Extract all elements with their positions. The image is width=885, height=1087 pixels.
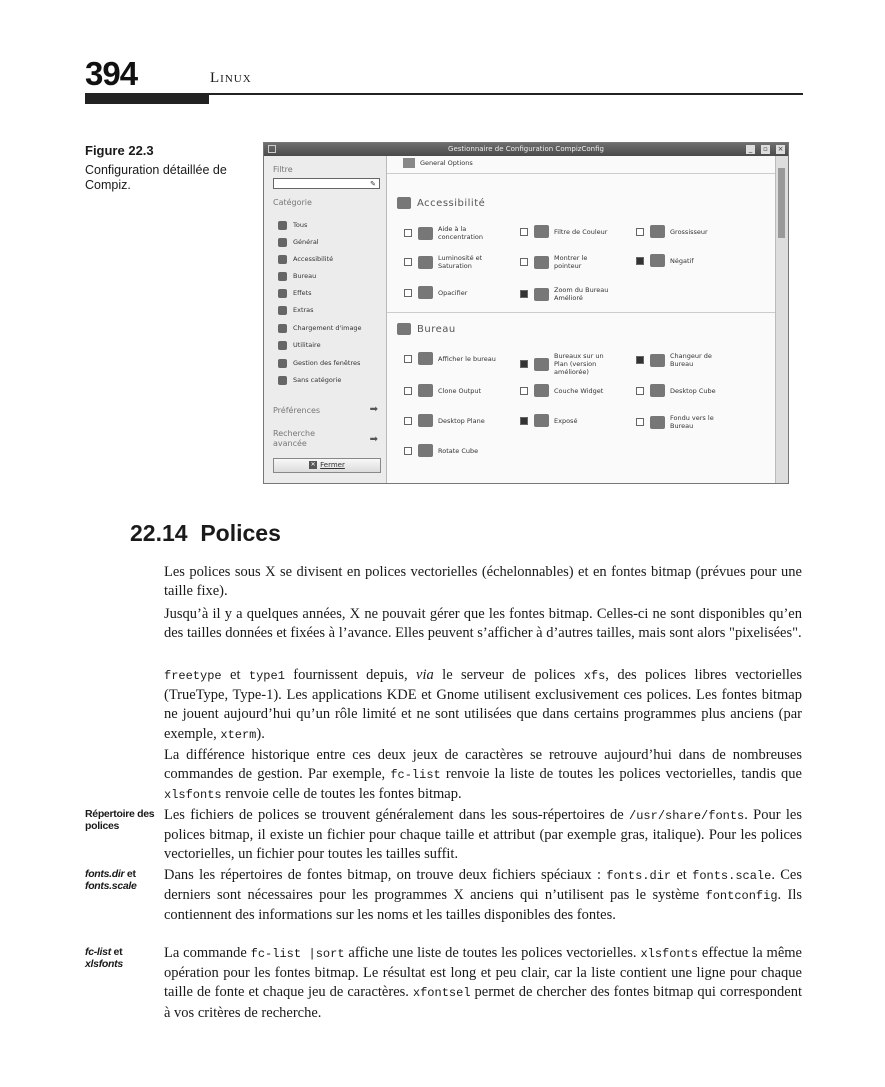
- plugin-desktop-switcher-icon: [650, 354, 665, 367]
- plugin-checkbox: [404, 289, 412, 297]
- category-accessibility-icon: [278, 255, 287, 264]
- close-button: ✕ Fermer: [273, 458, 381, 473]
- maximize-icon: ▫: [761, 145, 770, 154]
- plugin-checkbox: [404, 417, 412, 425]
- category-item: Utilitaire: [278, 339, 321, 351]
- plugin-checkbox: [404, 387, 412, 395]
- plugin-item: Grossisseur: [636, 225, 746, 238]
- category-image-loading-icon: [278, 324, 287, 333]
- plugin-expose-icon: [534, 414, 549, 427]
- desktop-icon: [397, 323, 411, 335]
- plugin-desktop-plane-icon: [418, 414, 433, 427]
- plugin-checkbox: [404, 258, 412, 266]
- general-options-item: General Options: [403, 156, 473, 170]
- margin-note: fc-list et xlsfonts: [85, 946, 123, 970]
- paragraph: Dans les répertoires de fontes bitmap, on trouve deux fichiers spéciaux : fonts.dir et fonts.scale. Ces derniers sont nécessaires pour les programmes X anciens qui n’utilisent pas le système fontconfig. Ils contiennent des informations sur les noms et les tailles disponibles des fontes.: [164, 867, 803, 924]
- margin-note: fonts.dir et fonts.scale: [85, 868, 137, 892]
- category-item: Extras: [278, 304, 314, 316]
- close-icon: ×: [777, 145, 784, 153]
- section-title: 22.14 Polices: [130, 520, 281, 546]
- plugin-checkbox: [520, 290, 528, 298]
- advanced-search-arrow-icon: ➡: [369, 434, 378, 445]
- category-window-management-icon: [278, 359, 287, 368]
- plugin-rotate-cube-icon: [418, 444, 433, 457]
- filter-label: Filtre: [273, 165, 293, 174]
- figure-label: Figure 22.3: [85, 143, 154, 158]
- plugin-item: Desktop Cube: [636, 384, 746, 397]
- plugin-checkbox: [520, 417, 528, 425]
- plugin-checkbox: [636, 387, 644, 395]
- plugin-item: Desktop Plane: [404, 414, 514, 427]
- category-effects-icon: [278, 289, 287, 298]
- general-options-icon: [403, 158, 415, 168]
- close-button-icon: ✕: [310, 461, 316, 468]
- plugin-wall-icon: [534, 358, 549, 371]
- plugin-item: Filtre de Couleur: [520, 225, 630, 238]
- filter-input: [273, 178, 380, 189]
- preferences-arrow-icon: ➡: [369, 404, 378, 415]
- category-item: Effets: [278, 287, 312, 299]
- plugin-item: Négatif: [636, 254, 746, 267]
- plugin-checkbox: [404, 229, 412, 237]
- plugin-widget-layer-icon: [534, 384, 549, 397]
- category-all-icon: [278, 221, 287, 230]
- clear-brush-icon: ✎: [370, 180, 376, 188]
- category-label: Catégorie: [273, 198, 312, 207]
- plugin-enhanced-zoom-icon: [534, 288, 549, 301]
- plugin-item: Opacifier: [404, 286, 514, 299]
- header-bar: [85, 95, 209, 104]
- margin-note: Répertoire des polices: [85, 808, 155, 832]
- plugin-checkbox: [636, 228, 644, 236]
- scrollbar: [775, 156, 788, 483]
- accessibility-icon: [397, 197, 411, 209]
- plugin-item: Afficher le bureau: [404, 352, 514, 365]
- plugin-checkbox: [520, 228, 528, 236]
- plugin-checkbox: [520, 387, 528, 395]
- plugin-item: Clone Output: [404, 384, 514, 397]
- plugin-item: Bureaux sur un Plan (version améliorée): [520, 352, 630, 376]
- section-header-accessibility: Accessibilité: [397, 197, 485, 209]
- scrollbar-thumb: [778, 168, 785, 238]
- plugin-color-filter-icon: [534, 225, 549, 238]
- plugin-negative-icon: [650, 254, 665, 267]
- category-item: Tous: [278, 219, 307, 231]
- category-item: Sans catégorie: [278, 374, 341, 386]
- separator: [387, 312, 775, 313]
- plugin-focus-aid-icon: [418, 227, 433, 240]
- window-title: Gestionnaire de Configuration CompizConfig: [448, 145, 604, 153]
- separator: [387, 173, 775, 174]
- section-header-desktop: Bureau: [397, 323, 456, 335]
- plugin-checkbox: [404, 355, 412, 363]
- category-extras-icon: [278, 306, 287, 315]
- minimize-icon: _: [746, 145, 755, 154]
- plugin-item: Luminosité et Saturation: [404, 254, 514, 270]
- running-title: Linux: [210, 70, 252, 86]
- paragraph: Les fichiers de polices se trouvent généralement dans les sous-répertoires de /usr/share/fonts. Pour les polices bitmap, il existe un fichier pour chaque taille et attribut (par exemple gras, italique). Pour les polices vectorielles, un fichier pour toutes les tailles suffit.: [164, 807, 802, 863]
- paragraph: La commande fc-list |sort affiche une liste de toutes les polices vectorielles. xlsfonts effectue la même opération pour les fontes bitmap. Le résultat est long et peu clair, car la liste contient une ligne pour chaque taille de fonte et chaque jeu de caractères. xfontsel permet de chercher des fontes bitmap qui correspondent à vos critères de recherche.: [164, 945, 802, 1021]
- window-titlebar: [264, 143, 788, 156]
- category-utility-icon: [278, 341, 287, 350]
- plugin-desktop-cube-icon: [650, 384, 665, 397]
- plugin-item: Fondu vers le Bureau: [636, 414, 746, 430]
- figure-caption: Configuration détaillée de Compiz.: [85, 163, 227, 192]
- compiz-config-window: [263, 142, 789, 484]
- plugin-item: Zoom du Bureau Amélioré: [520, 286, 630, 302]
- plugin-checkbox: [404, 447, 412, 455]
- plugin-checkbox: [636, 257, 644, 265]
- plugin-brightness-icon: [418, 256, 433, 269]
- plugin-item: Aide à la concentration: [404, 225, 514, 241]
- category-item: Gestion des fenêtres: [278, 357, 360, 369]
- plugin-item: Montrer le pointeur: [520, 254, 630, 270]
- category-general-icon: [278, 238, 287, 247]
- category-desktop-icon: [278, 272, 287, 281]
- advanced-search-label: Recherche avancée: [273, 429, 316, 448]
- plugin-show-desktop-icon: [418, 352, 433, 365]
- plugin-item: Changeur de Bureau: [636, 352, 746, 368]
- plugin-item: Rotate Cube: [404, 444, 514, 457]
- plugin-checkbox: [520, 360, 528, 368]
- paragraph: La différence historique entre ces deux jeux de caractères se retrouve aujourd’hui dans de nombreuses commandes de gestion. Par exemple, fc-list renvoie la liste de toutes les polices vectorielles, tandis que xlsfonts renvoie celle de toutes les fontes bitmap.: [164, 747, 802, 803]
- paragraph: Les polices sous X se divisent en polices vectorielles (échelonnables) et en fontes bitmap (prévues pour une taille fixe).: [164, 564, 802, 600]
- plugin-item: Exposé: [520, 414, 630, 427]
- plugin-opacify-icon: [418, 286, 433, 299]
- category-uncategorized-icon: [278, 376, 287, 385]
- category-item: Chargement d'image: [278, 322, 362, 334]
- category-item: Bureau: [278, 270, 316, 282]
- plugin-checkbox: [636, 418, 644, 426]
- plugin-fade-desktop-icon: [650, 416, 665, 429]
- plugin-show-pointer-icon: [534, 256, 549, 269]
- plugin-list-panel: [387, 156, 775, 483]
- category-item: Accessibilité: [278, 253, 333, 265]
- plugin-magnifier-icon: [650, 225, 665, 238]
- sidebar: [264, 156, 387, 483]
- preferences-label: Préférences: [273, 406, 321, 415]
- plugin-checkbox: [520, 258, 528, 266]
- plugin-item: Couche Widget: [520, 384, 630, 397]
- paragraph: freetype et type1 fournissent depuis, via le serveur de polices xfs, des polices libres vectorielles (TrueType, Type-1). Les applications KDE et Gnome utilisent exclusivement ces polices. Les fontes bitmap ne jouent aujourd’hui qu’un rôle limité et ne sont utilisées que dans certains programmes plus anciens (par exemple, xterm).: [164, 667, 802, 742]
- category-item: Général: [278, 236, 319, 248]
- page-number: 394: [85, 55, 138, 92]
- paragraph: Jusqu’à il y a quelques années, X ne pouvait gérer que les fontes bitmap. Celles-ci ne sont disponibles qu’en des tailles données et fixées à l’avance. Elles peuvent s’afficher à d’autres tailles, mais sont alors "pixelisées".: [164, 606, 802, 642]
- plugin-checkbox: [636, 356, 644, 364]
- plugin-clone-output-icon: [418, 384, 433, 397]
